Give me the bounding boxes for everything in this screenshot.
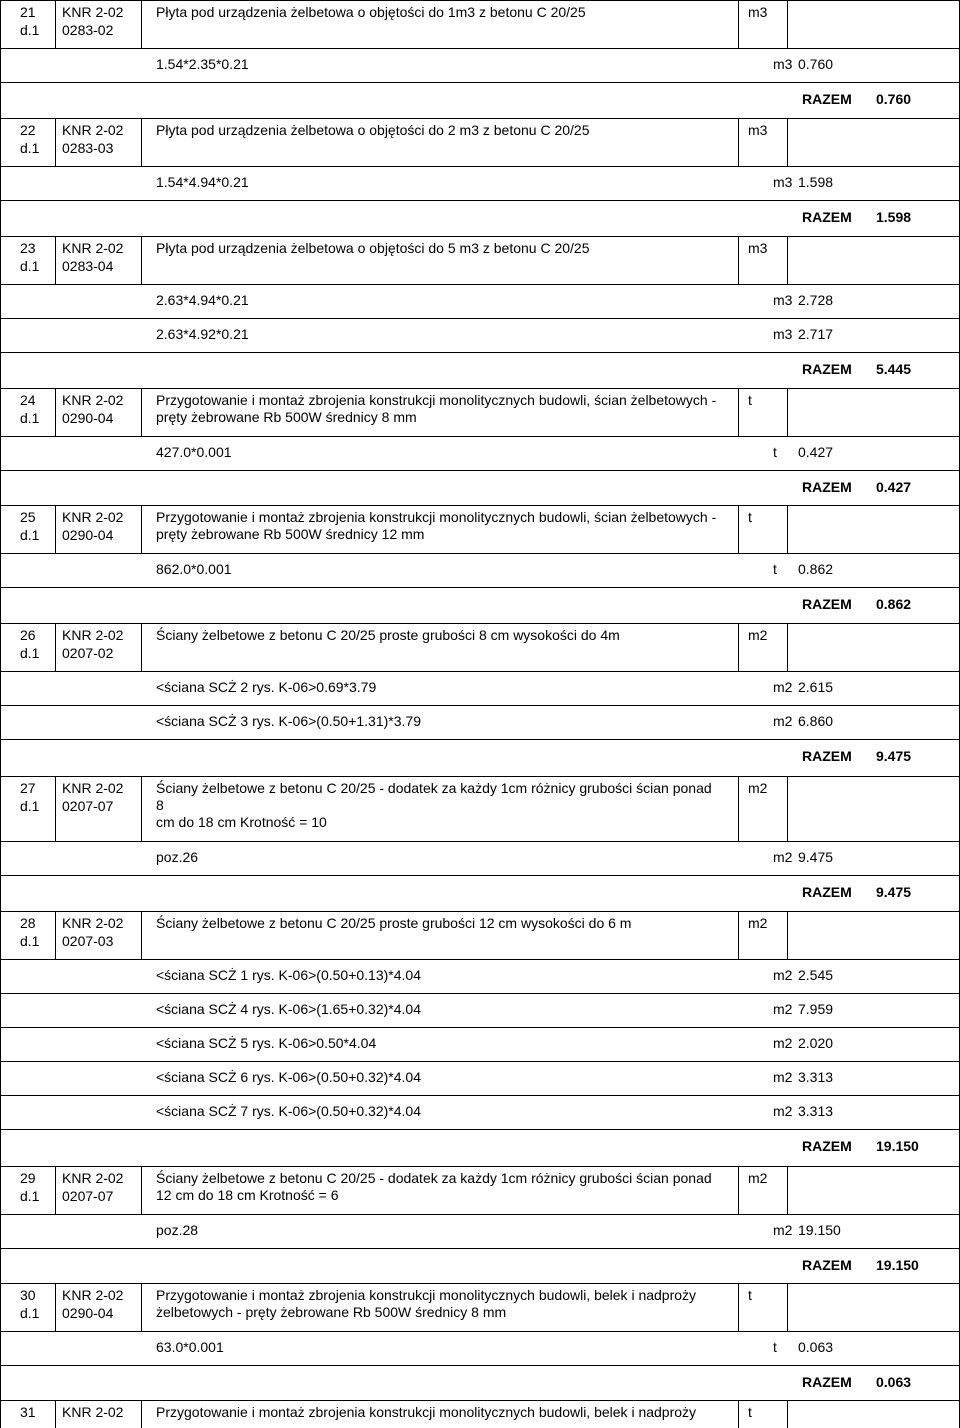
column-divider xyxy=(738,776,739,841)
position-number: 31 xyxy=(20,1404,36,1420)
position-unit: m2 xyxy=(748,915,768,931)
calc-unit: m3 xyxy=(773,326,793,342)
block-top-border xyxy=(0,236,960,237)
column-divider xyxy=(787,623,788,671)
calc-value: 0.862 xyxy=(798,561,834,577)
column-divider xyxy=(55,388,56,436)
column-divider xyxy=(738,388,739,436)
column-divider xyxy=(0,671,1,705)
position-description: Przygotowanie i montaż zbrojenia konstrukcji monolitycznych budowli, ścian żelbetowych - xyxy=(156,509,717,525)
norm-code: KNR 2-02 xyxy=(62,240,124,256)
norm-code: KNR 2-02 xyxy=(62,1287,124,1303)
block-top-border xyxy=(0,1400,960,1401)
position-sub: d.1 xyxy=(20,645,40,661)
position-sub: d.1 xyxy=(20,258,40,274)
column-divider xyxy=(141,1283,142,1331)
column-divider xyxy=(787,911,788,959)
norm-number: 0290-04 xyxy=(62,527,114,543)
position-description: Ściany żelbetowe z betonu C 20/25 proste grubości 12 cm wysokości do 6 m xyxy=(156,915,632,931)
column-divider xyxy=(55,236,56,284)
main-row-border xyxy=(0,284,960,285)
calc-row-border xyxy=(0,993,960,994)
calc-row-border xyxy=(0,470,960,471)
column-divider xyxy=(55,1400,56,1428)
column-divider xyxy=(0,587,1,623)
razem-value: 19.150 xyxy=(876,1138,919,1154)
calc-formula: 63.0*0.001 xyxy=(156,1339,224,1355)
calc-row-border xyxy=(0,200,960,201)
position-sub: d.1 xyxy=(20,798,40,814)
calc-value: 2.020 xyxy=(798,1035,834,1051)
column-divider xyxy=(55,1283,56,1331)
calc-row-border xyxy=(0,318,960,319)
position-unit: m2 xyxy=(748,1170,768,1186)
calc-row-border xyxy=(0,1061,960,1062)
calc-unit: m3 xyxy=(773,56,793,72)
position-sub: d.1 xyxy=(20,140,40,156)
calc-row-border xyxy=(0,587,960,588)
calc-formula: <ściana SCŻ 6 rys. K-06>(0.50+0.32)*4.04 xyxy=(156,1069,421,1085)
main-row-border xyxy=(0,166,960,167)
column-divider xyxy=(0,776,1,841)
main-row-border xyxy=(0,1331,960,1332)
position-number: 24 xyxy=(20,392,36,408)
calc-formula: 862.0*0.001 xyxy=(156,561,232,577)
calc-formula: poz.28 xyxy=(156,1222,199,1238)
column-divider xyxy=(141,1166,142,1214)
position-number: 28 xyxy=(20,915,36,931)
column-divider xyxy=(738,118,739,166)
norm-number: 0283-03 xyxy=(62,140,114,156)
calc-unit: m2 xyxy=(773,1103,793,1119)
column-divider xyxy=(0,1061,1,1095)
position-sub: d.1 xyxy=(20,527,40,543)
column-divider xyxy=(0,1248,1,1283)
column-divider xyxy=(0,236,1,284)
position-description: Płyta pod urządzenia żelbetowa o objętości do 1m3 z betonu C 20/25 xyxy=(156,4,586,20)
position-number: 22 xyxy=(20,122,36,138)
razem-label: RAZEM xyxy=(802,884,852,900)
column-divider xyxy=(0,841,1,875)
calc-value: 19.150 xyxy=(798,1222,841,1238)
column-divider xyxy=(141,505,142,553)
column-divider xyxy=(787,1166,788,1214)
column-divider xyxy=(55,776,56,841)
razem-label: RAZEM xyxy=(802,1257,852,1273)
razem-label: RAZEM xyxy=(802,209,852,225)
position-number: 23 xyxy=(20,240,36,256)
norm-code: KNR 2-02 xyxy=(62,122,124,138)
column-divider xyxy=(738,236,739,284)
position-description: żelbetowych - pręty żebrowane Rb 500W średnicy 8 mm xyxy=(156,1304,507,1320)
calc-unit: m2 xyxy=(773,1069,793,1085)
main-row-border xyxy=(0,436,960,437)
calc-formula: 1.54*4.94*0.21 xyxy=(156,174,249,190)
column-divider xyxy=(141,0,142,48)
position-sub: d.1 xyxy=(20,22,40,38)
column-divider xyxy=(787,388,788,436)
calc-unit: m2 xyxy=(773,1035,793,1051)
block-top-border xyxy=(0,1166,960,1167)
column-divider xyxy=(0,1095,1,1129)
position-number: 27 xyxy=(20,780,36,796)
calc-value: 2.728 xyxy=(798,292,834,308)
column-divider xyxy=(787,1400,788,1428)
column-divider xyxy=(738,0,739,48)
norm-number: 0290-04 xyxy=(62,410,114,426)
block-top-border xyxy=(0,118,960,119)
razem-label: RAZEM xyxy=(802,361,852,377)
column-divider xyxy=(55,118,56,166)
position-unit: t xyxy=(748,1287,752,1303)
main-row-border xyxy=(0,959,960,960)
position-unit: m3 xyxy=(748,4,768,20)
column-divider xyxy=(0,436,1,470)
position-unit: t xyxy=(748,509,752,525)
calc-value: 2.545 xyxy=(798,967,834,983)
column-divider xyxy=(0,739,1,776)
calc-row-border xyxy=(0,1129,960,1130)
razem-value: 1.598 xyxy=(876,209,912,225)
block-top-border xyxy=(0,1283,960,1284)
calc-formula: 2.63*4.92*0.21 xyxy=(156,326,249,342)
column-divider xyxy=(55,0,56,48)
position-description: Płyta pod urządzenia żelbetowa o objętości do 2 m3 z betonu C 20/25 xyxy=(156,122,590,138)
column-divider xyxy=(0,284,1,318)
calc-value: 2.717 xyxy=(798,326,834,342)
column-divider xyxy=(0,0,1,48)
calc-formula: <ściana SCŻ 3 rys. K-06>(0.50+1.31)*3.79 xyxy=(156,713,421,729)
razem-value: 9.475 xyxy=(876,748,912,764)
calc-unit: m2 xyxy=(773,967,793,983)
position-sub: d.1 xyxy=(20,1305,40,1321)
calc-unit: m2 xyxy=(773,1001,793,1017)
razem-value: 0.063 xyxy=(876,1374,912,1390)
razem-label: RAZEM xyxy=(802,1374,852,1390)
position-number: 30 xyxy=(20,1287,36,1303)
calc-value: 0.760 xyxy=(798,56,834,72)
position-description: Ściany żelbetowe z betonu C 20/25 proste grubości 8 cm wysokości do 4m xyxy=(156,627,620,643)
column-divider xyxy=(0,1166,1,1214)
main-row-border xyxy=(0,671,960,672)
column-divider xyxy=(787,1283,788,1331)
norm-number: 0207-07 xyxy=(62,798,114,814)
calc-value: 2.615 xyxy=(798,679,834,695)
column-divider xyxy=(0,1283,1,1331)
column-divider xyxy=(0,623,1,671)
norm-code: KNR 2-02 xyxy=(62,509,124,525)
norm-number: 0207-02 xyxy=(62,645,114,661)
position-unit: m3 xyxy=(748,122,768,138)
position-number: 21 xyxy=(20,4,36,20)
calc-value: 7.959 xyxy=(798,1001,834,1017)
razem-label: RAZEM xyxy=(802,748,852,764)
calc-formula: <ściana SCŻ 7 rys. K-06>(0.50+0.32)*4.04 xyxy=(156,1103,421,1119)
position-description: Przygotowanie i montaż zbrojenia konstrukcji monolitycznych budowli, belek i nadproży xyxy=(156,1404,697,1420)
column-divider xyxy=(0,166,1,200)
column-divider xyxy=(141,776,142,841)
razem-label: RAZEM xyxy=(802,91,852,107)
column-divider xyxy=(738,505,739,553)
column-divider xyxy=(55,505,56,553)
column-divider xyxy=(787,0,788,48)
norm-code: KNR 2-02 xyxy=(62,627,124,643)
column-divider xyxy=(141,388,142,436)
position-description: Przygotowanie i montaż zbrojenia konstrukcji monolitycznych budowli, ścian żelbetowych - xyxy=(156,392,717,408)
column-divider xyxy=(0,48,1,82)
column-divider xyxy=(0,118,1,166)
column-divider xyxy=(0,1331,1,1365)
column-divider xyxy=(141,1400,142,1428)
norm-number: 0207-07 xyxy=(62,1188,114,1204)
calc-row-border xyxy=(0,875,960,876)
column-divider xyxy=(0,82,1,118)
norm-number: 0283-04 xyxy=(62,258,114,274)
norm-code: KNR 2-02 xyxy=(62,1170,124,1186)
calc-unit: m2 xyxy=(773,1222,793,1238)
calc-row-border xyxy=(0,1095,960,1096)
norm-code: KNR 2-02 xyxy=(62,780,124,796)
razem-label: RAZEM xyxy=(802,596,852,612)
norm-code: KNR 2-02 xyxy=(62,4,124,20)
column-divider xyxy=(0,1129,1,1166)
norm-number: 0283-02 xyxy=(62,22,114,38)
calc-row-border xyxy=(0,82,960,83)
position-description: cm do 18 cm Krotność = 10 xyxy=(156,814,327,830)
position-number: 26 xyxy=(20,627,36,643)
column-divider xyxy=(0,318,1,352)
position-unit: m2 xyxy=(748,780,768,796)
razem-value: 19.150 xyxy=(876,1257,919,1273)
calc-unit: m2 xyxy=(773,849,793,865)
column-divider xyxy=(0,1400,1,1428)
calc-formula: <ściana SCŻ 4 rys. K-06>(1.65+0.32)*4.04 xyxy=(156,1001,421,1017)
position-description: pręty żebrowane Rb 500W średnicy 8 mm xyxy=(156,409,417,425)
calc-unit: t xyxy=(773,444,777,460)
calc-value: 3.313 xyxy=(798,1069,834,1085)
position-unit: t xyxy=(748,392,752,408)
column-divider xyxy=(0,875,1,911)
column-divider xyxy=(787,236,788,284)
column-divider xyxy=(0,388,1,436)
block-top-border xyxy=(0,911,960,912)
calc-row-border xyxy=(0,1248,960,1249)
position-description: Ściany żelbetowe z betonu C 20/25 - dodatek za każdy 1cm różnicy grubości ścian ponad xyxy=(156,780,712,796)
column-divider xyxy=(141,236,142,284)
calc-formula: poz.26 xyxy=(156,849,199,865)
calc-row-border xyxy=(0,1365,960,1366)
position-sub: d.1 xyxy=(20,933,40,949)
position-number: 29 xyxy=(20,1170,36,1186)
column-divider xyxy=(141,623,142,671)
block-top-border xyxy=(0,388,960,389)
column-divider xyxy=(787,118,788,166)
calc-value: 3.313 xyxy=(798,1103,834,1119)
calc-formula: <ściana SCŻ 1 rys. K-06>(0.50+0.13)*4.04 xyxy=(156,967,421,983)
column-divider xyxy=(738,623,739,671)
position-sub: d.1 xyxy=(20,1188,40,1204)
calc-row-border xyxy=(0,1027,960,1028)
block-top-border xyxy=(0,623,960,624)
razem-value: 0.862 xyxy=(876,596,912,612)
position-sub: d.1 xyxy=(20,410,40,426)
calc-value: 6.860 xyxy=(798,713,834,729)
norm-code: KNR 2-02 xyxy=(62,1404,124,1420)
position-unit: m2 xyxy=(748,627,768,643)
column-divider xyxy=(0,1027,1,1061)
calc-formula: 2.63*4.94*0.21 xyxy=(156,292,249,308)
calc-row-border xyxy=(0,705,960,706)
main-row-border xyxy=(0,1214,960,1215)
column-divider xyxy=(0,505,1,553)
calc-value: 0.427 xyxy=(798,444,834,460)
norm-code: KNR 2-02 xyxy=(62,392,124,408)
main-row-border xyxy=(0,48,960,49)
calc-value: 9.475 xyxy=(798,849,834,865)
calc-row-border xyxy=(0,739,960,740)
column-divider xyxy=(0,1214,1,1248)
column-divider xyxy=(738,1283,739,1331)
calc-unit: t xyxy=(773,561,777,577)
calc-value: 1.598 xyxy=(798,174,834,190)
calc-formula: <ściana SCŻ 5 rys. K-06>0.50*4.04 xyxy=(156,1035,377,1051)
calc-formula: 427.0*0.001 xyxy=(156,444,232,460)
calc-unit: m3 xyxy=(773,174,793,190)
column-divider xyxy=(0,959,1,993)
column-divider xyxy=(0,352,1,388)
calc-unit: m2 xyxy=(773,713,793,729)
main-row-border xyxy=(0,553,960,554)
column-divider xyxy=(0,200,1,236)
calc-value: 0.063 xyxy=(798,1339,834,1355)
razem-value: 0.760 xyxy=(876,91,912,107)
block-top-border xyxy=(0,776,960,777)
column-divider xyxy=(141,911,142,959)
main-row-border xyxy=(0,841,960,842)
position-description: Przygotowanie i montaż zbrojenia konstrukcji monolitycznych budowli, belek i nadproży xyxy=(156,1287,697,1303)
position-unit: t xyxy=(748,1404,752,1420)
column-divider xyxy=(55,911,56,959)
column-divider xyxy=(787,776,788,841)
table-top-border xyxy=(0,0,960,1)
calc-formula: <ściana SCŻ 2 rys. K-06>0.69*3.79 xyxy=(156,679,377,695)
column-divider xyxy=(0,993,1,1027)
norm-number: 0290-04 xyxy=(62,1305,114,1321)
column-divider xyxy=(55,623,56,671)
column-divider xyxy=(0,553,1,587)
column-divider xyxy=(55,1166,56,1214)
calc-formula: 1.54*2.35*0.21 xyxy=(156,56,249,72)
position-number: 25 xyxy=(20,509,36,525)
column-divider xyxy=(0,470,1,505)
column-divider xyxy=(141,118,142,166)
calc-row-border xyxy=(0,352,960,353)
calc-unit: m2 xyxy=(773,679,793,695)
column-divider xyxy=(0,911,1,959)
razem-label: RAZEM xyxy=(802,479,852,495)
norm-code: KNR 2-02 xyxy=(62,915,124,931)
calc-unit: m3 xyxy=(773,292,793,308)
razem-label: RAZEM xyxy=(802,1138,852,1154)
razem-value: 5.445 xyxy=(876,361,912,377)
calc-unit: t xyxy=(773,1339,777,1355)
column-divider xyxy=(0,705,1,739)
position-description: Płyta pod urządzenia żelbetowa o objętości do 5 m3 z betonu C 20/25 xyxy=(156,240,590,256)
column-divider xyxy=(738,911,739,959)
norm-number: 0207-03 xyxy=(62,933,114,949)
razem-value: 9.475 xyxy=(876,884,912,900)
block-top-border xyxy=(0,505,960,506)
column-divider xyxy=(787,505,788,553)
column-divider xyxy=(0,1365,1,1400)
column-divider xyxy=(738,1400,739,1428)
column-divider xyxy=(738,1166,739,1214)
position-description: pręty żebrowane Rb 500W średnicy 12 mm xyxy=(156,526,425,542)
position-description: 12 cm do 18 cm Krotność = 6 xyxy=(156,1187,339,1203)
position-description: 8 xyxy=(156,797,164,813)
razem-value: 0.427 xyxy=(876,479,912,495)
position-unit: m3 xyxy=(748,240,768,256)
position-description: Ściany żelbetowe z betonu C 20/25 - dodatek za każdy 1cm różnicy grubości ścian ponad xyxy=(156,1170,712,1186)
